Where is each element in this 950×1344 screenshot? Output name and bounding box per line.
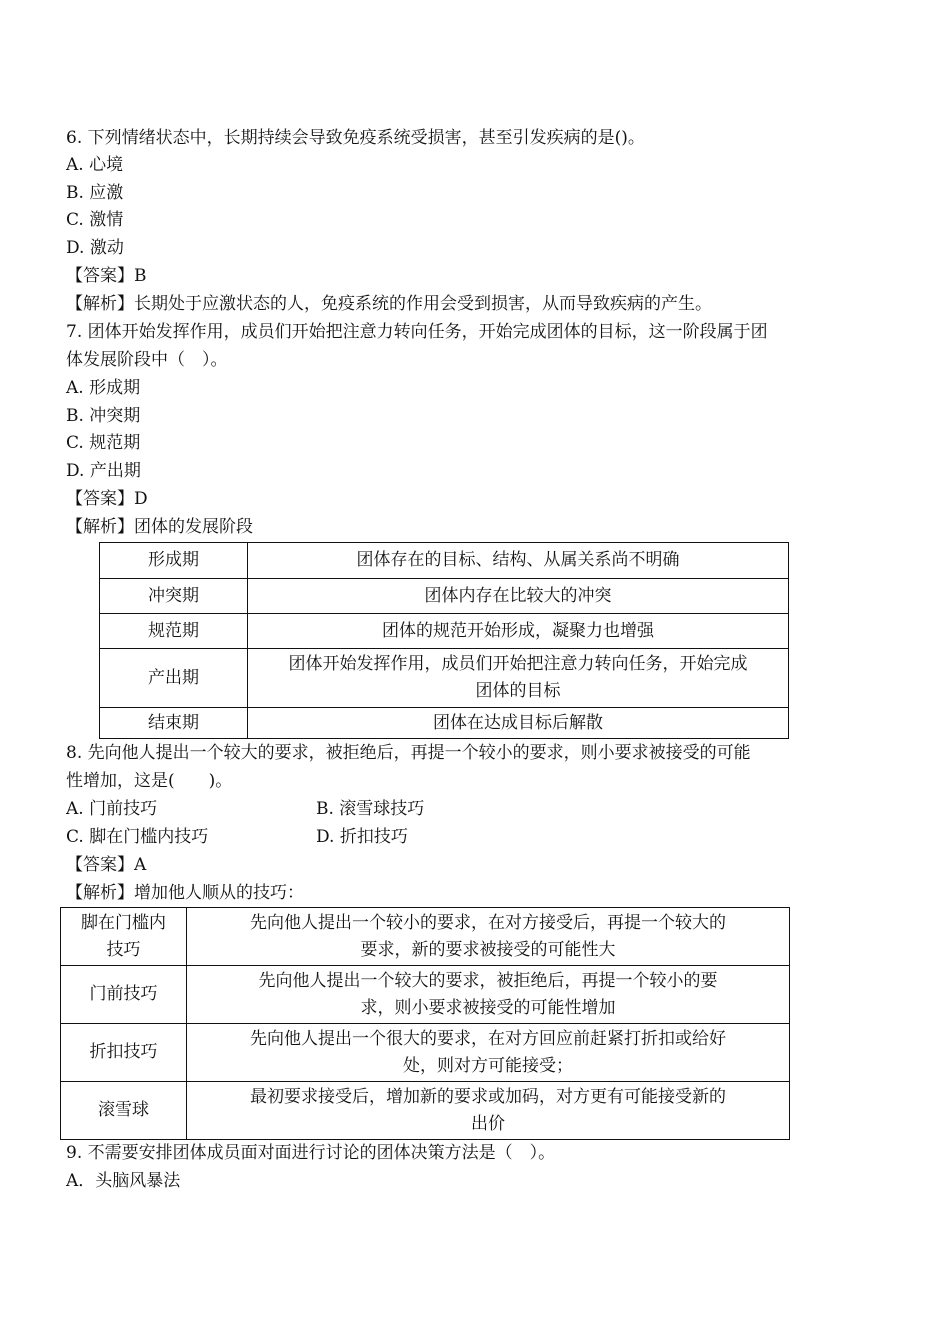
q6-analysis: 【解析】长期处于应激状态的人，免疫系统的作用会受到损害，从而导致疾病的产生。: [66, 294, 712, 314]
table-row: [61, 1024, 790, 1082]
q7-option-a: A. 形成期: [66, 378, 141, 398]
technique-desc-line: 先向他人提出一个较小的要求，在对方接受后，再提一个较大的: [250, 912, 726, 933]
q7-option-c: C. 规范期: [66, 433, 141, 453]
q8-option-b: B. 滚雪球技巧: [316, 799, 425, 819]
stage-desc: [248, 649, 789, 708]
technique-name-line: 门前技巧: [89, 984, 158, 1004]
stage-desc: [248, 614, 789, 649]
q7-option-d: D. 产出期: [66, 461, 141, 481]
stage-desc-line: 团体存在的目标、结构、从属关系尚不明确: [356, 550, 680, 570]
stage-name: 产出期: [100, 649, 248, 708]
q7-analysis: 【解析】团体的发展阶段: [66, 517, 253, 537]
q7-stem-line2: 体发展阶段中（ ）。: [66, 350, 228, 370]
q8-answer: 【答案】A: [66, 855, 147, 875]
q8-analysis: 【解析】增加他人顺从的技巧：: [66, 883, 304, 903]
technique-desc: [187, 908, 790, 966]
technique-desc: [187, 966, 790, 1024]
q9-option-a: A．头脑风暴法: [66, 1171, 181, 1191]
technique-desc-line: 先向他人提出一个较大的要求，被拒绝后，再提一个较小的要: [258, 970, 718, 991]
table-row: [100, 543, 789, 579]
technique-name-line: 脚在门槛内: [81, 912, 166, 933]
q9-stem: 9. 不需要安排团体成员面对面进行讨论的团体决策方法是（ ）。: [66, 1143, 556, 1163]
q6-option-b: B. 应激: [66, 183, 124, 203]
stage-desc-line: 团体的规范开始形成，凝聚力也增强: [382, 620, 654, 641]
technique-desc-line: 最初要求接受后，增加新的要求或加码，对方更有可能接受新的: [250, 1086, 726, 1107]
technique-name-line: 滚雪球: [98, 1100, 149, 1120]
technique-name-line: 折扣技巧: [89, 1042, 158, 1062]
q6-option-d: D. 激动: [66, 238, 124, 258]
technique-name: [61, 966, 187, 1024]
q8-option-d: D. 折扣技巧: [316, 827, 408, 847]
table-row: [100, 614, 789, 649]
q6-option-c: C. 激情: [66, 210, 124, 230]
technique-desc-line: 出价: [471, 1113, 505, 1134]
compliance-techniques-table: [60, 907, 790, 1140]
table-row: [100, 708, 789, 739]
stage-desc: [248, 579, 789, 614]
table-row: [100, 649, 789, 708]
technique-name-line: 技巧: [106, 939, 141, 960]
table-row: [100, 579, 789, 614]
q8-option-c: C. 脚在门槛内技巧: [66, 827, 209, 847]
q6-option-a: A. 心境: [66, 155, 124, 175]
q8-option-a: A. 门前技巧: [66, 799, 158, 819]
technique-name: [61, 1024, 187, 1082]
stage-name: 冲突期: [100, 579, 248, 614]
technique-desc-line: 处，则对方可能接受；: [403, 1055, 573, 1076]
table-row: [61, 908, 790, 966]
q7-answer: 【答案】D: [66, 489, 148, 509]
technique-desc: [187, 1082, 790, 1140]
q7-stem-line1: 7. 团体开始发挥作用，成员们开始把注意力转向任务，开始完成团体的目标，这一阶段属于团: [66, 322, 768, 342]
stage-desc: [248, 708, 789, 739]
technique-name: [61, 1082, 187, 1140]
stage-desc-line: 团体的目标: [475, 681, 561, 701]
stage-desc: [248, 543, 789, 579]
table-row: [61, 1082, 790, 1140]
group-stages-table: [99, 542, 789, 739]
stage-desc-line: 团体开始发挥作用，成员们开始把注意力转向任务，开始完成: [288, 654, 748, 674]
q6-answer: 【答案】B: [66, 266, 147, 286]
stage-desc-line: 团体内存在比较大的冲突: [424, 585, 612, 606]
technique-desc-line: 先向他人提出一个很大的要求，在对方回应前赶紧打折扣或给好: [250, 1028, 726, 1049]
stage-name: 规范期: [100, 614, 248, 649]
technique-desc-line: 求，则小要求被接受的可能性增加: [360, 997, 616, 1018]
stage-name: 结束期: [100, 708, 248, 739]
q7-option-b: B. 冲突期: [66, 406, 141, 426]
technique-desc: [187, 1024, 790, 1082]
table-row: [61, 966, 790, 1024]
q6-stem: 6. 下列情绪状态中，长期持续会导致免疫系统受损害，甚至引发疾病的是()。: [66, 128, 645, 148]
technique-desc-line: 要求，新的要求被接受的可能性大: [360, 939, 616, 960]
q8-stem-line2: 性增加，这是( )。: [66, 771, 233, 791]
technique-name: [61, 908, 187, 966]
stage-desc-line: 团体在达成目标后解散: [433, 712, 603, 733]
q8-stem-line1: 8. 先向他人提出一个较大的要求，被拒绝后，再提一个较小的要求，则小要求被接受的可能: [66, 743, 751, 763]
stage-name: 形成期: [100, 543, 248, 579]
